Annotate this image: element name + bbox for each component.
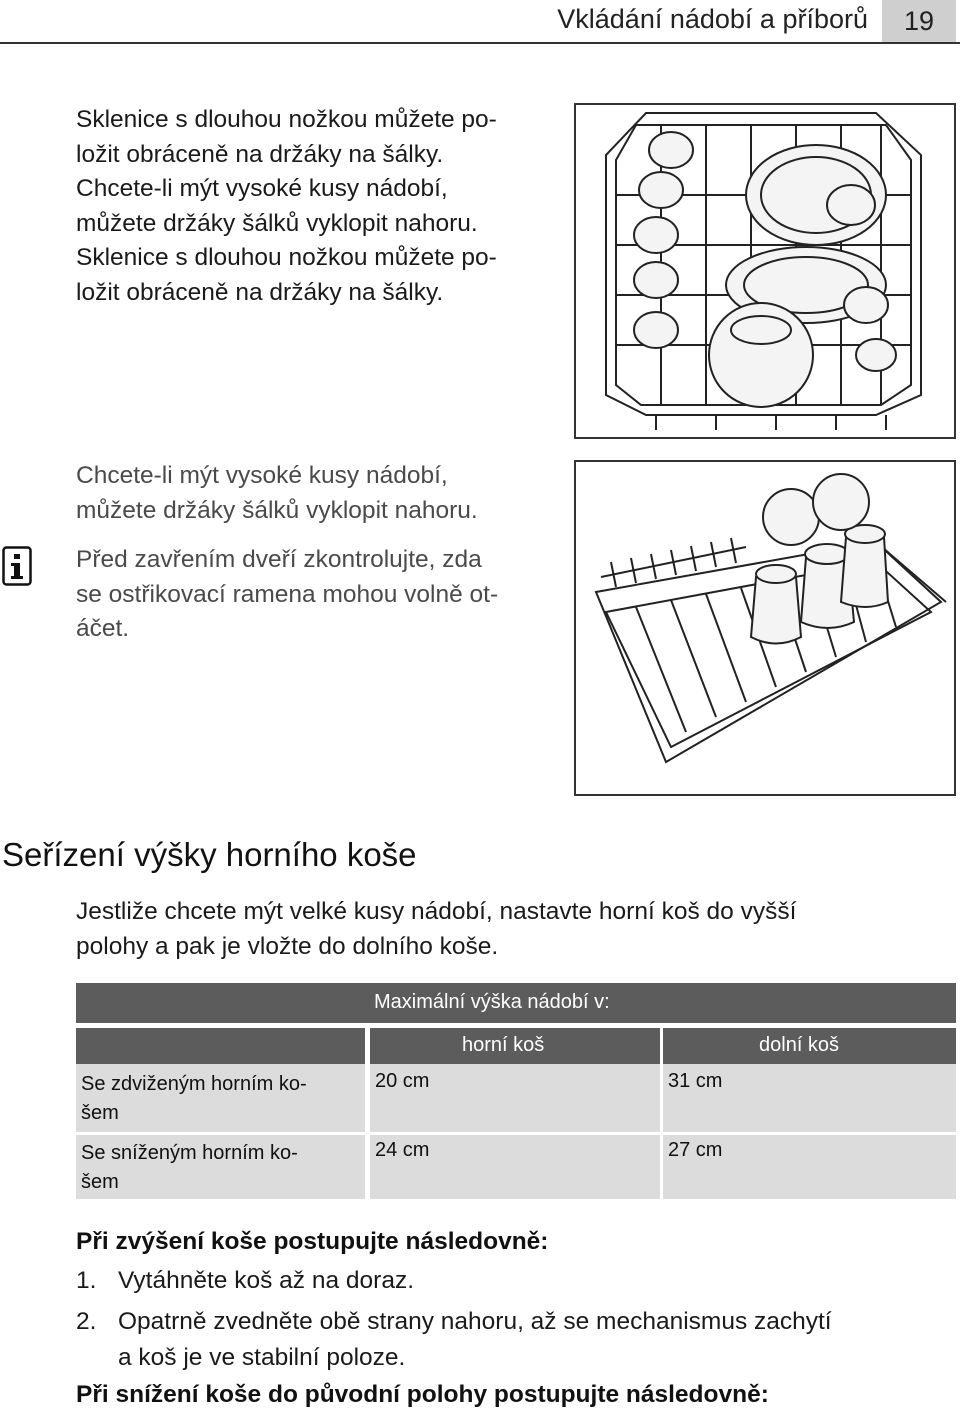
text-line: můžete držáky šálků vyklopit nahoru. xyxy=(76,496,478,524)
list-item xyxy=(76,1263,414,1299)
lower-heading: Při snížení koše do původní polohy postupujte následovně: xyxy=(76,1381,769,1408)
section-title: Seřízení výšky horního koše xyxy=(2,836,417,873)
row-label-line: šem xyxy=(81,1171,119,1193)
page-number-badge: 19 xyxy=(882,0,956,42)
text-line: Chcete-li mýt vysoké kusy nádobí, xyxy=(76,175,448,202)
table-row-label xyxy=(76,1135,365,1199)
step-text: Opatrně zvedněte obě strany nahoru, až se mechanismus zachytí xyxy=(118,1308,832,1335)
text-line: Sklenice s dlouhou nožkou můžete po- xyxy=(76,244,497,271)
paragraph-glasses xyxy=(76,103,566,310)
raise-heading: Při zvýšení koše postupujte následovně: xyxy=(76,1228,549,1255)
step-text: Vytáhněte koš až na doraz. xyxy=(118,1267,414,1294)
row-label-line: Se sníženým horním ko- xyxy=(81,1142,298,1164)
paragraph-cup-holders xyxy=(76,459,566,528)
info-icon xyxy=(2,546,32,586)
text-line: polohy a pak je vložte do dolního koše. xyxy=(76,932,499,960)
text-line: Jestliže chcete mýt velké kusy nádobí, nastavte horní koš do vyšší xyxy=(76,898,797,925)
table-header-upper: horní koš xyxy=(370,1028,660,1064)
text-line: ložit obráceně na držáky na šálky. xyxy=(76,278,444,306)
section-intro xyxy=(76,895,796,964)
text-line: můžete držáky šálků vyklopit nahoru. xyxy=(76,209,478,237)
header-rule xyxy=(0,42,960,44)
row-label-line: Se zdviženým horním ko- xyxy=(81,1073,307,1095)
text-line: Sklenice s dlouhou nožkou můžete po- xyxy=(76,106,497,133)
table-header-blank xyxy=(76,1028,365,1064)
step-number: 2. xyxy=(76,1308,97,1335)
info-note xyxy=(76,543,566,647)
text-line: Před zavřením dveří zkontrolujte, zda xyxy=(76,546,482,573)
row-label-line: šem xyxy=(81,1102,119,1124)
table-header-main: Maximální výška nádobí v: xyxy=(76,983,956,1023)
text-line: ložit obráceně na držáky na šálky. xyxy=(76,140,444,168)
text-line: se ostřikovací ramena mohou volně ot- xyxy=(76,580,499,608)
header-title: Vkládání nádobí a příborů xyxy=(557,4,868,34)
table-cell: 24 cm xyxy=(370,1135,660,1199)
table-row-label xyxy=(76,1064,365,1132)
text-line: áčet. xyxy=(76,615,130,642)
text-line: Chcete-li mýt vysoké kusy nádobí, xyxy=(76,462,448,489)
cup-rack-illustration xyxy=(576,462,954,794)
step-number: 1. xyxy=(76,1267,97,1294)
list-item xyxy=(76,1304,832,1376)
table-cell: 27 cm xyxy=(663,1135,956,1199)
step-text-continued: a koš je ve stabilní poloze. xyxy=(118,1344,406,1371)
table-header-lower: dolní koš xyxy=(663,1028,956,1064)
cup-rack-figure xyxy=(574,460,956,796)
upper-basket-illustration xyxy=(576,105,954,437)
table-cell: 20 cm xyxy=(370,1064,660,1132)
upper-basket-figure xyxy=(574,103,956,439)
table-cell: 31 cm xyxy=(663,1064,956,1132)
